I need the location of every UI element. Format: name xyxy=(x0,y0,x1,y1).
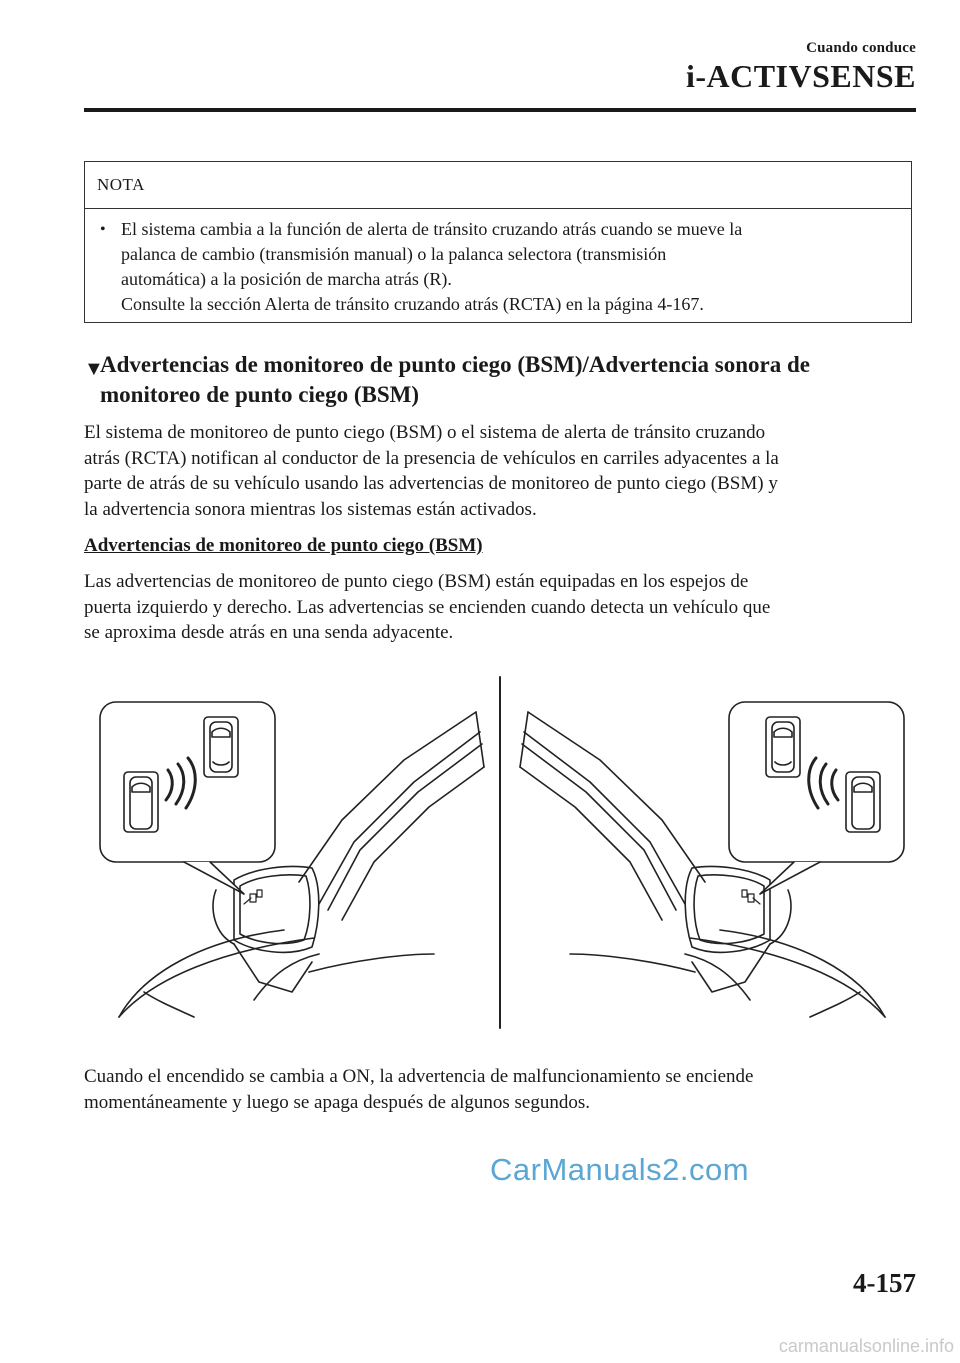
paragraph-line: El sistema de monitoreo de punto ciego (BSM) o el sistema de alerta de tránsito cruzando xyxy=(84,422,766,443)
paragraph-line: se aproxima desde atrás en una senda adyacente. xyxy=(84,622,454,644)
note-line: Consulte la sección Alerta de tránsito cruzando atrás (RCTA) en la página 4-167. xyxy=(121,294,704,314)
sub-paragraph xyxy=(84,569,920,646)
bullet-icon: • xyxy=(100,221,106,238)
closing-paragraph xyxy=(84,1064,920,1115)
watermark-text: CarManuals2.com xyxy=(490,1152,750,1187)
header-chapter-title: i-ACTIVSENSE xyxy=(685,58,916,94)
header-section: Cuando conduce xyxy=(806,40,916,56)
note-line: El sistema cambia a la función de alerta de tránsito cruzando atrás cuando se mueve la xyxy=(121,219,743,239)
note-line: automática) a la posición de marcha atrás (R). xyxy=(121,269,452,289)
triangle-marker-icon: ▼ xyxy=(84,358,104,380)
note-body xyxy=(85,209,911,317)
right-a-pillar xyxy=(520,712,705,920)
paragraph-line: Cuando el encendido se cambia a ON, la advertencia de malfuncionamiento se enciende xyxy=(84,1066,754,1087)
right-mirror-indicator-icon xyxy=(742,890,760,904)
heading-line: Advertencias de monitoreo de punto ciego (BSM)/Advertencia sonora de xyxy=(100,352,810,377)
paragraph-line: parte de atrás de su vehículo usando las advertencias de monitoreo de punto ciego (BSM) y xyxy=(84,473,778,495)
subheading: Advertencias de monitoreo de punto ciego (BSM) xyxy=(84,535,483,556)
paragraph-line: Las advertencias de monitoreo de punto ciego (BSM) están equipadas en los espejos de xyxy=(84,571,749,592)
intro-paragraph xyxy=(84,420,920,522)
paragraph-line: momentáneamente y luego se apaga después de algunos segundos. xyxy=(84,1091,590,1113)
note-box xyxy=(84,161,912,323)
note-line: palanca de cambio (transmisión manual) o la palanca selectora (transmisión xyxy=(121,244,667,264)
page-number: 4-157 xyxy=(853,1268,916,1298)
left-a-pillar xyxy=(299,712,484,920)
footer-url: carmanualsonline.info xyxy=(778,1336,954,1356)
right-callout-panel xyxy=(729,702,904,894)
paragraph-line: puerta izquierdo y derecho. Las advertencias se encienden cuando detecta un vehículo que xyxy=(84,596,771,618)
section-heading xyxy=(84,350,924,410)
paragraph-line: atrás (RCTA) notifican al conductor de la presencia de vehículos en carriles adyacentes a la xyxy=(84,447,779,469)
left-callout-panel xyxy=(100,702,275,894)
header-rule xyxy=(84,108,916,112)
paragraph-line: la advertencia sonora mientras los sistemas están activados. xyxy=(84,498,537,520)
heading-line: monitoreo de punto ciego (BSM) xyxy=(100,382,420,407)
mirror-warning-illustration xyxy=(84,672,920,1032)
left-mirror-indicator-icon xyxy=(244,890,262,904)
note-title: NOTA xyxy=(85,162,911,209)
